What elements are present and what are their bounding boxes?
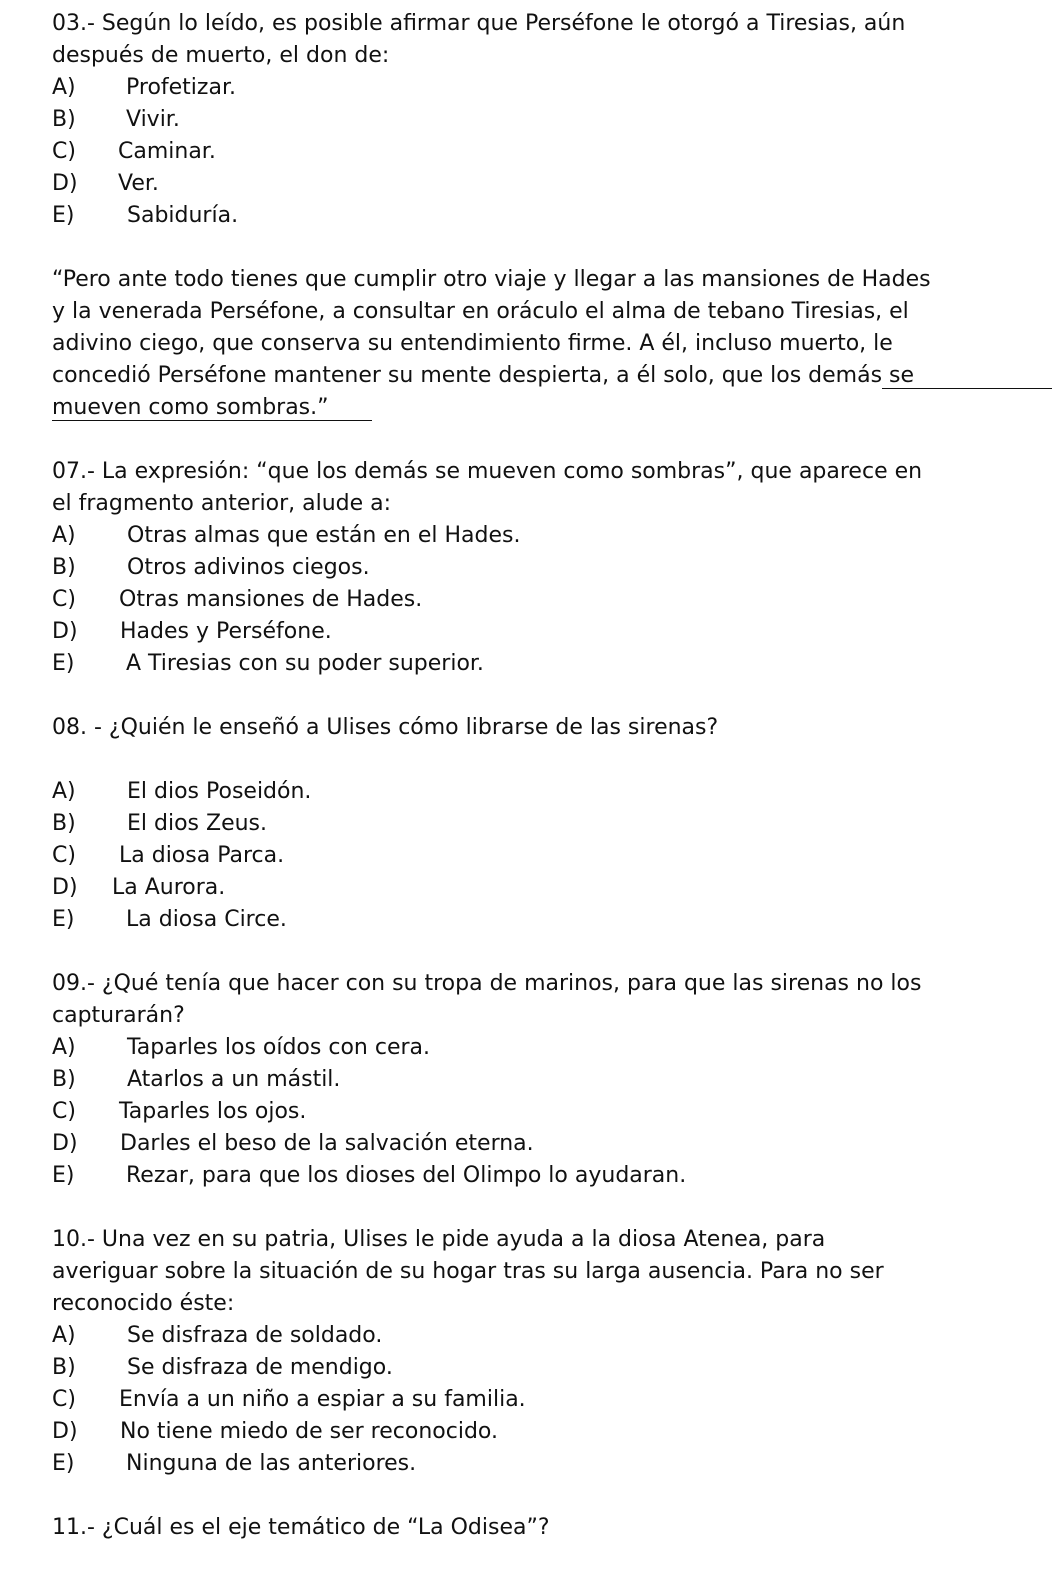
question-text: 11.- ¿Cuál es el eje temático de “La Odisea”? [52,1515,550,1540]
passage-quote [52,264,1042,424]
question-text: 03.- Según lo leído, es posible afirmar que Perséfone le otorgó a Tiresias, aún [52,11,906,36]
passage-line: adivino ciego, que conserva su entendimiento firme. A él, incluso muerto, le [52,331,893,356]
option-e: E) A Tiresias con su poder superior. [52,651,484,676]
question-text: el fragmento anterior, alude a: [52,491,392,516]
underline-rule [882,388,1052,389]
option-e: E) Sabiduría. [52,203,239,228]
option-a: A) Profetizar. [52,75,236,100]
option-c: C) La diosa Parca. [52,843,285,868]
exam-page [52,8,1042,1544]
option-a: A) Taparles los oídos con cera. [52,1035,430,1060]
question-09 [52,968,1042,1192]
option-a: A) Se disfraza de soldado. [52,1323,383,1348]
option-a: A) Otras almas que están en el Hades. [52,523,521,548]
option-b: B) Vivir. [52,107,180,132]
passage-line: “Pero ante todo tienes que cumplir otro viaje y llegar a las mansiones de Hades [52,267,931,292]
question-text: 07.- La expresión: “que los demás se mueven como sombras”, que aparece en [52,459,923,484]
question-10 [52,1224,1042,1480]
option-b: B) El dios Zeus. [52,811,268,836]
question-text: después de muerto, el don de: [52,43,390,68]
question-11 [52,1512,1042,1544]
question-07 [52,456,1042,680]
option-e: E) Rezar, para que los dioses del Olimpo lo ayudaran. [52,1163,687,1188]
question-text: 10.- Una vez en su patria, Ulises le pide ayuda a la diosa Atenea, para [52,1227,826,1252]
option-c: C) Taparles los ojos. [52,1099,307,1124]
question-text: averiguar sobre la situación de su hogar tras su larga ausencia. Para no ser [52,1259,884,1284]
option-d: D) No tiene miedo de ser reconocido. [52,1419,498,1444]
option-b: B) Atarlos a un mástil. [52,1067,341,1092]
option-d: D) Hades y Perséfone. [52,619,332,644]
option-e: E) Ninguna de las anteriores. [52,1451,417,1476]
passage-line: concedió Perséfone mantener su mente despierta, a él solo, que los demás se [52,363,915,388]
option-b: B) Otros adivinos ciegos. [52,555,370,580]
passage-line: y la venerada Perséfone, a consultar en oráculo el alma de tebano Tiresias, el [52,299,909,324]
question-text: reconocido éste: [52,1291,235,1316]
option-c: C) Envía a un niño a espiar a su familia. [52,1387,526,1412]
option-a: A) El dios Poseidón. [52,779,312,804]
option-d: D) Ver. [52,171,159,196]
underline-rule [52,420,372,421]
passage-line: mueven como sombras.” [52,395,329,420]
question-text: 09.- ¿Qué tenía que hacer con su tropa de marinos, para que las sirenas no los [52,971,922,996]
option-b: B) Se disfraza de mendigo. [52,1355,393,1380]
option-d: D) La Aurora. [52,875,226,900]
question-08 [52,712,1042,936]
question-text: 08. - ¿Quién le enseñó a Ulises cómo librarse de las sirenas? [52,715,719,740]
option-c: C) Otras mansiones de Hades. [52,587,423,612]
question-03 [52,8,1042,232]
option-e: E) La diosa Circe. [52,907,287,932]
question-text: capturarán? [52,1003,185,1028]
option-d: D) Darles el beso de la salvación eterna. [52,1131,534,1156]
option-c: C) Caminar. [52,139,216,164]
